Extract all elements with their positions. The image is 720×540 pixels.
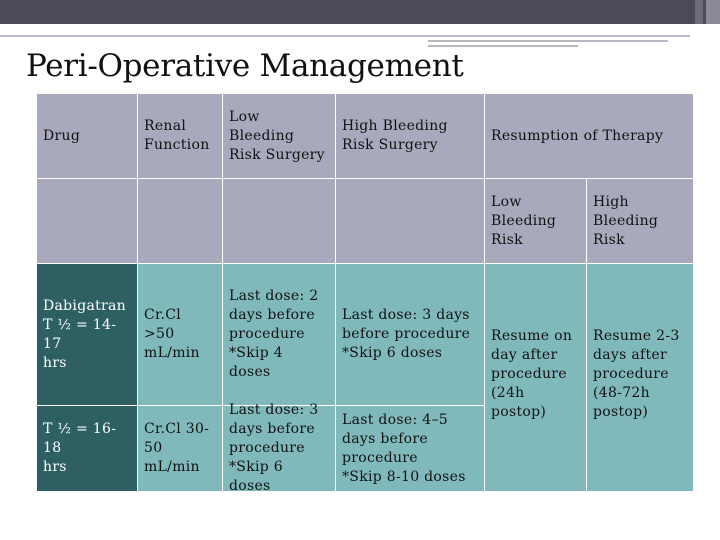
subheader-low-bleeding-risk	[485, 179, 586, 263]
resume-high-bleeding-text: Resume 2-3 days after procedure (48-72h postop)	[593, 328, 680, 420]
header-low-bleeding-surgery-text: Low Bleeding Risk Surgery	[229, 108, 325, 163]
subheader-high-bleeding-risk	[587, 179, 693, 263]
header-renal-function-text: Renal Function	[144, 118, 210, 153]
row2-renal	[138, 406, 222, 491]
row1-renal-text: Cr.Cl >50 mL/min	[144, 307, 200, 361]
row1-low-risk-text: Last dose: 2 days before procedure *Skip 4 doses	[229, 288, 319, 380]
row1-high-risk	[336, 264, 484, 405]
header-renal-function	[138, 94, 222, 178]
resume-high-bleeding	[587, 264, 693, 491]
row1-drug-text: Dabigatran T ½ = 14-17 hrs	[43, 297, 127, 371]
subheader-empty-2	[138, 179, 222, 263]
subheader-empty-1	[37, 179, 137, 263]
header-resumption-text: Resumption of Therapy	[491, 127, 664, 144]
header-low-bleeding-surgery	[223, 94, 335, 178]
row1-high-risk-text: Last dose: 3 days before procedure *Skip 6 doses	[342, 307, 471, 361]
divider-line-2	[428, 40, 668, 42]
row2-renal-text: Cr.Cl 30- 50 mL/min	[144, 421, 210, 475]
header-drug	[37, 94, 137, 178]
row2-high-risk-text: Last dose: 4–5 days before procedure *Skip 8-10 doses	[342, 411, 466, 485]
row2-high-risk	[336, 406, 484, 491]
resume-low-bleeding-text: Resume on day after procedure (24h postop)	[491, 328, 573, 420]
row1-low-risk	[223, 264, 335, 405]
row1-drug	[37, 264, 137, 405]
top-bar-accent-2	[706, 0, 720, 24]
row2-drug-text: T ½ = 16-18 hrs	[43, 421, 117, 475]
row2-drug	[37, 406, 137, 491]
subheader-low-bleeding-risk-text: Low Bleeding Risk	[491, 193, 557, 248]
resume-low-bleeding	[485, 264, 586, 491]
row2-low-risk-text: Last dose: 3 days before procedure *Skip 6 doses	[229, 402, 319, 494]
top-bar	[0, 0, 720, 24]
top-bar-accent	[695, 0, 703, 24]
header-high-bleeding-surgery	[336, 94, 484, 178]
header-drug-text: Drug	[43, 127, 81, 144]
subheader-empty-4	[336, 179, 484, 263]
divider-line-3	[428, 45, 578, 47]
subheader-high-bleeding-risk-text: High Bleeding Risk	[593, 193, 659, 248]
page-title: Peri-Operative Management	[26, 48, 464, 84]
subheader-empty-3	[223, 179, 335, 263]
header-high-bleeding-surgery-text: High Bleeding Risk Surgery	[342, 118, 448, 153]
row1-renal	[138, 264, 222, 405]
divider-line	[0, 35, 690, 37]
header-resumption	[485, 94, 693, 178]
row2-low-risk	[223, 402, 335, 494]
